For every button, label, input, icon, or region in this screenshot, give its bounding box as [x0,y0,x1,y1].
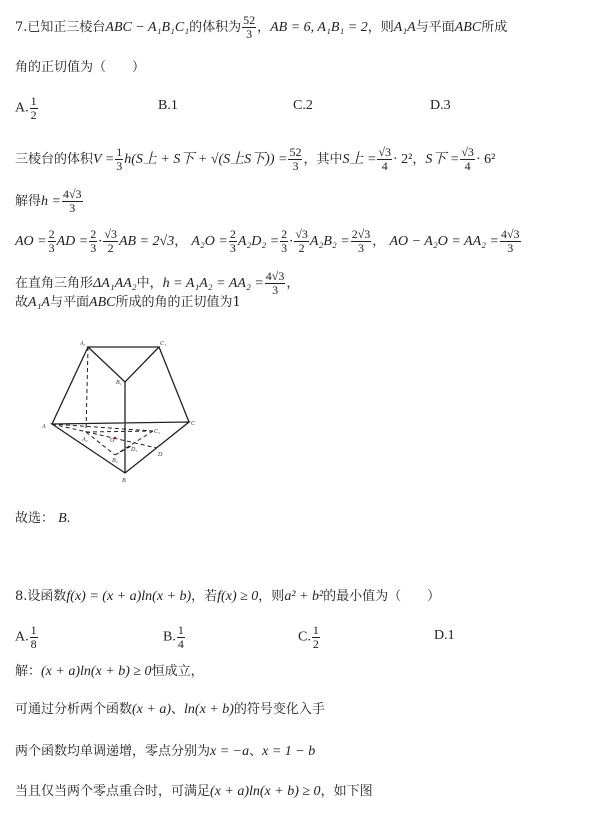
text: ，则 [367,20,394,35]
math: S上 = [342,152,377,167]
denominator: 2 [107,241,114,255]
numerator: 2 [281,227,288,241]
q8-option-a [15,624,39,651]
numerator: √3 [295,227,308,241]
denominator: 2 [312,637,319,651]
q7-option-b: B.1 [158,98,178,113]
q7-solution-ao: AO = $\frac{2}{3}$ AD = $\frac{2}{3}$ · $\frac{√3}{2}$ AB = 2√3， A₂O = $\frac{2}{3}$ A₂D₂ = $\frac{2}{3}$ · $\frac{√3}{2}$ A₂B₂ = $\frac{2√3}{3}$ ， AO − A₂O = AA₂ = $\frac{4√3}{3}$ [15,227,520,255]
label-d1: D₁ [131,447,138,453]
text: ， [286,276,300,291]
denominator: 3 [272,283,279,297]
numerator: 2 [229,227,236,241]
math: A₁A [393,20,416,35]
label-a2: A₂ [82,437,88,443]
q7-option-d: D.3 [430,98,451,113]
q8-option-c [298,624,321,651]
q7-answer [15,511,70,527]
numerator: 4√3 [265,269,285,283]
text: ， [257,20,271,35]
math: f(x) = (x + a)ln(x + b) [66,589,192,604]
option-label: A. [15,100,29,116]
label-c2: C₂ [154,429,161,435]
math: (x + a) [132,702,172,717]
numerator: 52 [289,145,302,159]
denominator: 4 [464,159,471,173]
denominator: 3 [358,241,364,255]
fraction [177,624,185,651]
math: AO − A₂O = AA₂ = [389,234,499,249]
denominator: 3 [281,241,288,255]
math: S下 = [425,152,460,167]
math: · 2² [393,152,413,167]
label-b: B [122,478,126,484]
math: · 6² [475,152,496,167]
math: A₂D₂ = [237,234,280,249]
text: 、 [249,744,263,759]
text: 解： [15,664,42,679]
denominator: 3 [90,241,97,255]
denominator: 4 [177,637,184,651]
math: AO = [15,234,47,249]
fraction [30,624,38,651]
text: ， [174,234,188,249]
text: 故 [15,295,29,310]
text: 三棱台的体积 [15,152,94,167]
math: h = [41,194,61,209]
text: 解得 [15,194,42,209]
numerator: √3 [461,145,474,159]
numerator: 2√3 [351,227,371,241]
denominator: 3 [246,27,253,41]
math: A₁A [28,295,50,310]
math: ABC [454,20,482,35]
text: 的最小值为（ ） [323,589,441,604]
numerator: 1 [312,623,319,637]
label-b1: B₁ [116,380,122,386]
text: 所成 [481,20,508,35]
q7-option-c: C.2 [293,98,313,113]
q7-stem-line2: 角的正切值为（ ） [15,60,146,75]
math: AD = [56,234,89,249]
text: . [66,511,71,526]
q8-solution-line1 [15,664,204,680]
label-a1: A₁ [80,341,86,347]
numerator: 1 [116,145,123,159]
q8-solution-line4 [15,784,373,800]
math: ABC − A₁B₁C₁ [105,20,190,35]
text: ，则 [258,589,285,604]
text: 与平面 [50,295,90,310]
text: ，如下图 [320,784,373,799]
label-b2: B₂ [112,458,118,464]
math: a² + b² [284,589,324,604]
text: 7.已知正三棱台 [15,20,106,35]
q8-stem [15,589,440,605]
text: 当且仅当两个零点重合时，可满足 [15,784,211,799]
q8-option-d: D.1 [434,628,455,643]
math: x = −a [210,744,250,759]
denominator: 3 [69,201,76,215]
text: 的体积为 [189,20,242,35]
math: AB = 6, A₁B₁ = 2 [270,20,368,35]
numerator: 4√3 [62,187,82,201]
numerator: 2 [48,227,55,241]
math: ΔA₁AA₂ [93,276,137,291]
text: 在直角三角形 [15,276,94,291]
math: A₂O = [191,234,228,249]
denominator: 2 [298,241,305,255]
label-c1: C₁ [160,341,167,347]
denominator: 3 [229,241,236,255]
denominator: 8 [30,637,37,651]
math: f(x) ≥ 0 [217,589,259,604]
numerator: 1 [30,623,37,637]
text: 故选： [15,511,55,526]
text: 所成的角的正切值为1 [115,295,241,310]
denominator: 2 [30,108,37,122]
math: V = [93,152,115,167]
numerator: 1 [30,94,37,108]
option-label: A. [15,629,29,645]
text: 8.设函数 [15,589,67,604]
label-o: O [110,438,115,444]
denominator: 4 [381,159,388,173]
text: 可通过分析两个函数 [15,702,133,717]
q8-solution-line2 [15,702,325,718]
math: x = 1 − b [262,744,316,759]
numerator: √3 [104,227,117,241]
option-label: B. [163,629,176,645]
numerator: √3 [378,145,392,159]
denominator: 3 [507,241,514,255]
q8-option-b [163,624,186,651]
text: 的符号变化入手 [233,702,325,717]
math: (x + a)ln(x + b) ≥ 0 [210,784,321,799]
numerator: 1 [177,623,184,637]
label-c: C [191,421,196,427]
denominator: 3 [116,159,123,173]
text: 中， [136,276,163,291]
q8-solution-line3 [15,744,315,760]
text: 恒成立， [151,664,204,679]
option-label: C. [298,629,311,645]
solid-edges [52,347,189,473]
denominator: 3 [48,241,55,255]
math: A₂B₂ = [309,234,350,249]
numerator: 2 [90,227,97,241]
text: ，其中 [303,152,343,167]
fraction [312,624,320,651]
math: B [58,511,67,526]
math: ln(x + b) [184,702,234,717]
math: h(S上 + S下 + √(S上S下)) = [124,152,288,167]
label-a: A [42,424,46,430]
text: ， [372,234,386,249]
text: ，若 [191,589,218,604]
text: 、 [171,702,185,717]
label-d: D [158,452,163,458]
math: h = A₁A₂ = AA₂ = [162,276,264,291]
numerator: 4√3 [500,227,520,241]
math: (x + a)ln(x + b) ≥ 0 [41,664,152,679]
math: ABC [89,295,116,310]
text: ， [412,152,426,167]
math: AB = 2√3 [118,234,175,249]
text: 两个函数均单调递增，零点分别为 [15,744,211,759]
text: 与平面 [415,20,455,35]
numerator: 52 [243,13,256,27]
denominator: 3 [292,159,299,173]
